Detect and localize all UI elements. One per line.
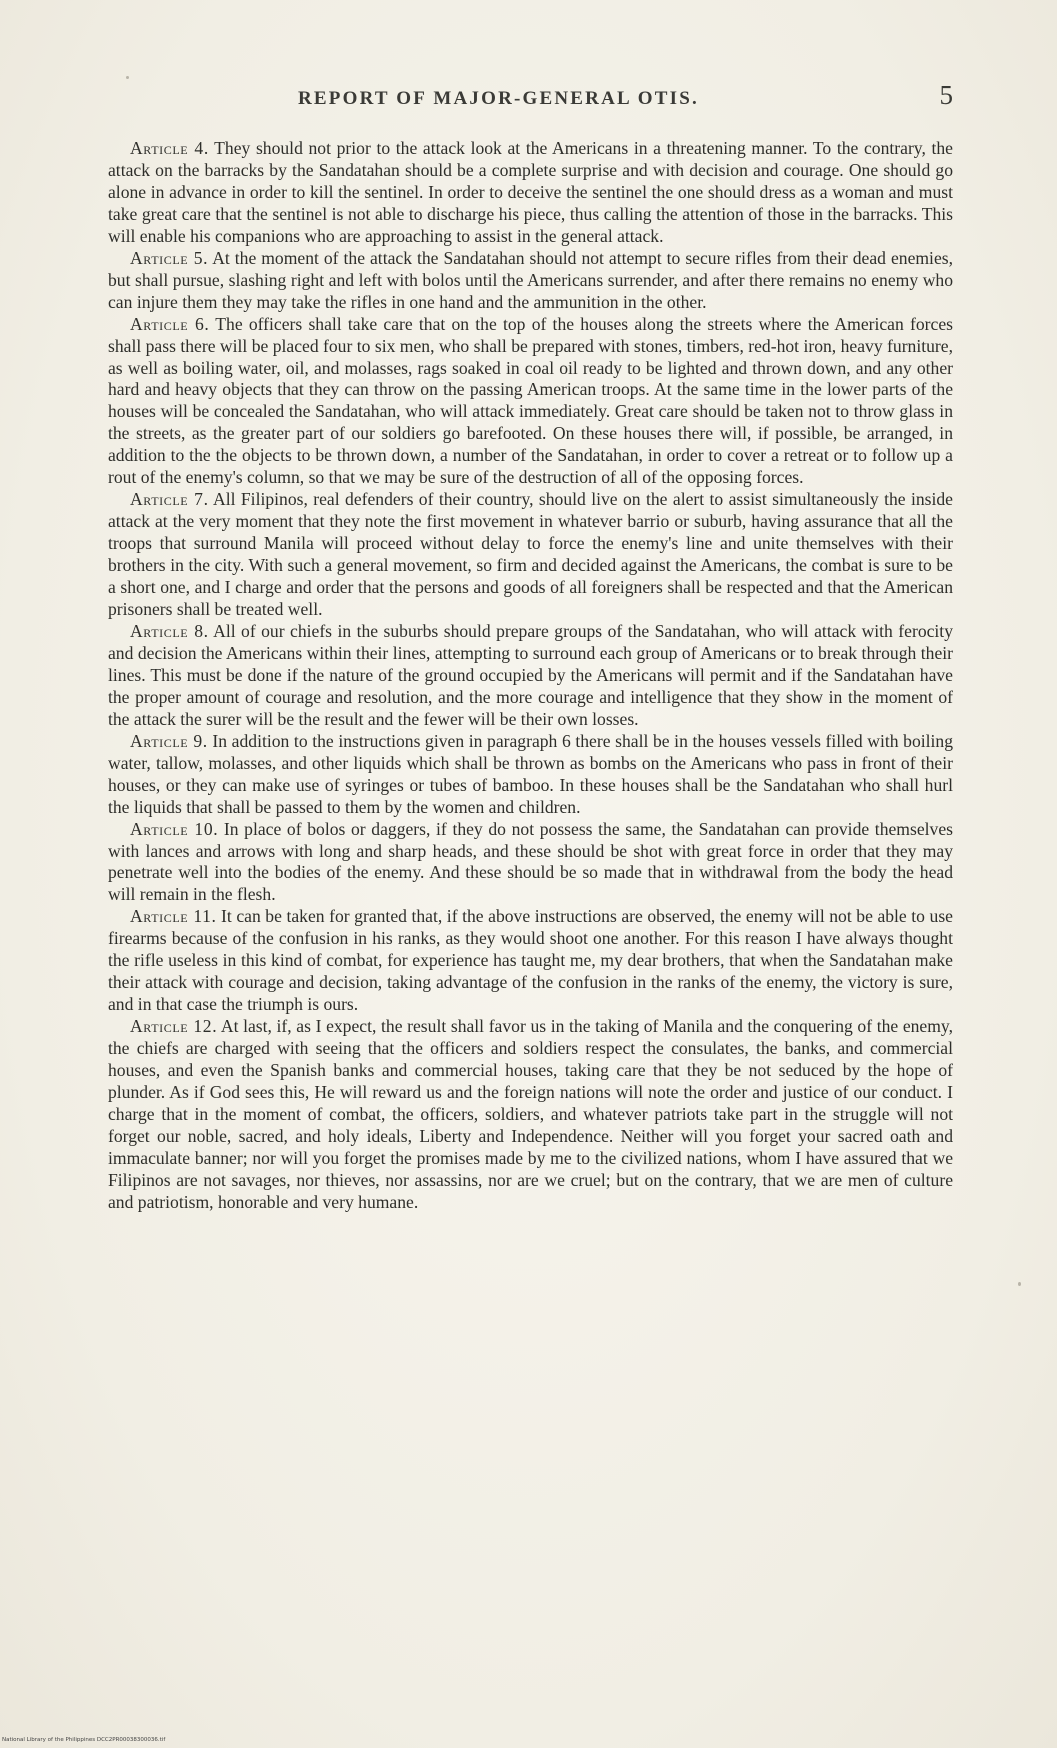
article-label: Article 12.	[130, 1016, 218, 1037]
scan-credit: National Library of the Philippines DCC2PR00038300036.tif	[2, 1737, 166, 1743]
article-paragraph	[108, 138, 953, 248]
article-paragraph	[108, 248, 953, 314]
article-label: Article 4.	[130, 138, 209, 158]
running-head: REPORT OF MAJOR-GENERAL OTIS.	[298, 88, 699, 109]
article-label: Article 5.	[130, 247, 209, 268]
article-paragraph	[108, 621, 953, 731]
article-text: It can be taken for granted that, if the above instructions are observed, the enemy will not be able to use firearms because of the confusion in his ranks, as they would shoot one another. For this reason I have always thought the rifle useless in this kind of combat, for experience has taught me, my dear brothers, that when the Sandatahan make their attack with courage and decision, taking advantage of the confusion in the ranks of the enemy, the victory is sure, and in that case the triumph is ours.	[108, 906, 953, 1015]
page-header	[108, 82, 953, 122]
article-paragraph	[108, 314, 953, 490]
article-text: At the moment of the attack the Sandatahan should not attempt to secure rifles from their dead enemies, but shall pursue, slashing right and left with bolos until the Americans surrender, and after there remains no enemy who can injure them they may take the rifles in one hand and the ammunition in the other.	[108, 247, 954, 312]
paper-speck	[126, 76, 129, 79]
article-text: At last, if, as I expect, the result shall favor us in the taking of Manila and the conquering of the enemy, the chiefs are charged with seeing that the officers and soldiers respect the consulates, the banks, and commercial houses, and even the Spanish banks and commercial houses, taking care that they be not seduced by the hope of plunder. As if God sees this, He will reward us and the foreign nations will note the order and justice of our conduct. I charge that in the moment of combat, the officers, soldiers, and whatever patriots take part in the struggle will not forget our noble, sacred, and holy ideals, Liberty and Independence. Neither will you forget your sacred oath and immaculate banner; nor will you forget the promises made by me to the civilized nations, whom I have assured that we Filipinos are not savages, nor thieves, nor assassins, nor are we cruel; but on the contrary, that we are men of culture and patriotism, honorable and very humane.	[108, 1016, 953, 1212]
article-label: Article 11.	[130, 906, 217, 927]
article-text: They should not prior to the attack look at the Americans in a threatening manner. To the contrary, the attack on the barracks by the Sandatahan should be a complete surprise and with decision and courage. One should go alone in advance in order to kill the sentinel. In order to deceive the sentinel the one should dress as a woman and must take great care that the sentinel is not able to discharge his piece, thus calling the attention of those in the barracks. This will enable his companions who are approaching to assist in the general attack.	[108, 138, 953, 246]
article-text: All of our chiefs in the suburbs should prepare groups of the Sandatahan, who will attack with ferocity and decision the Americans within their lines, attempting to surround each group of Americans or to break through their lines. This must be done if the nature of the ground occupied by the Americans will permit and if the Sandatahan have the proper amount of courage and resolution, and the more courage and intelligence that they show in the moment of the attack the surer will be the result and the fewer will be their own losses.	[108, 620, 953, 729]
article-label: Article 9.	[130, 730, 208, 751]
article-paragraph	[108, 489, 953, 621]
article-text: The officers shall take care that on the top of the houses along the streets where the American forces shall pass there will be placed four to six men, who shall be prepared with stones, timbers, red-hot iron, heavy furniture, as well as boiling water, oil, and molasses, rags soaked in coal oil ready to be lighted and thrown down, and any other hard and heavy objects that they can throw on the passing American troops. At the same time in the lower parts of the houses will be concealed the Sandatahan, who will attack immediately. Great care should be taken not to throw glass in the streets, as the greater part of our soldiers go barefooted. On these houses there will, if possible, be arranged, in addition to the the objects to be thrown down, a number of the Sandatahan, in order to cover a retreat or to follow up a rout of the enemy's column, so that we may be sure of the destruction of all of the opposing forces.	[108, 313, 953, 488]
article-text: In place of bolos or daggers, if they do not possess the same, the Sandatahan can provide themselves with lances and arrows with long and sharp heads, and these should be shot with great force in order that they may penetrate well into the bodies of the enemy. And these should be so made that in withdrawal from the body the head will remain in the flesh.	[108, 818, 953, 905]
article-label: Article 8.	[130, 620, 209, 641]
article-text: All Filipinos, real defenders of their country, should live on the alert to assist simultaneously the inside attack at the very moment that they note the first movement in whatever barrio or suburb, having assurance that all the troops that surround Manila will proceed without delay to force the enemy's line and unite themselves with their brothers in the city. With such a general movement, so firm and decided against the Americans, the combat is sure to be a short one, and I charge and order that the persons and goods of all foreigners shall be respected and that the American prisoners shall be treated well.	[108, 489, 953, 620]
article-text: In addition to the instructions given in paragraph 6 there shall be in the houses vessels filled with boiling water, tallow, molasses, and other liquids which shall be thrown as bombs on the Americans who pass in front of their houses, or they can make use of syringes or tubes of bamboo. In these houses shall be the Sandatahan who shall hurl the liquids that shall be passed to them by the women and children.	[108, 730, 954, 817]
document-body	[108, 138, 953, 1214]
page-number: 5	[939, 80, 953, 110]
article-paragraph	[108, 906, 953, 1016]
article-label: Article 6.	[130, 313, 210, 334]
article-paragraph	[108, 1016, 953, 1214]
paper-speck	[1018, 1282, 1021, 1286]
article-paragraph	[108, 819, 953, 907]
article-paragraph	[108, 731, 953, 819]
article-label: Article 7.	[130, 489, 209, 510]
article-label: Article 10.	[130, 818, 219, 839]
